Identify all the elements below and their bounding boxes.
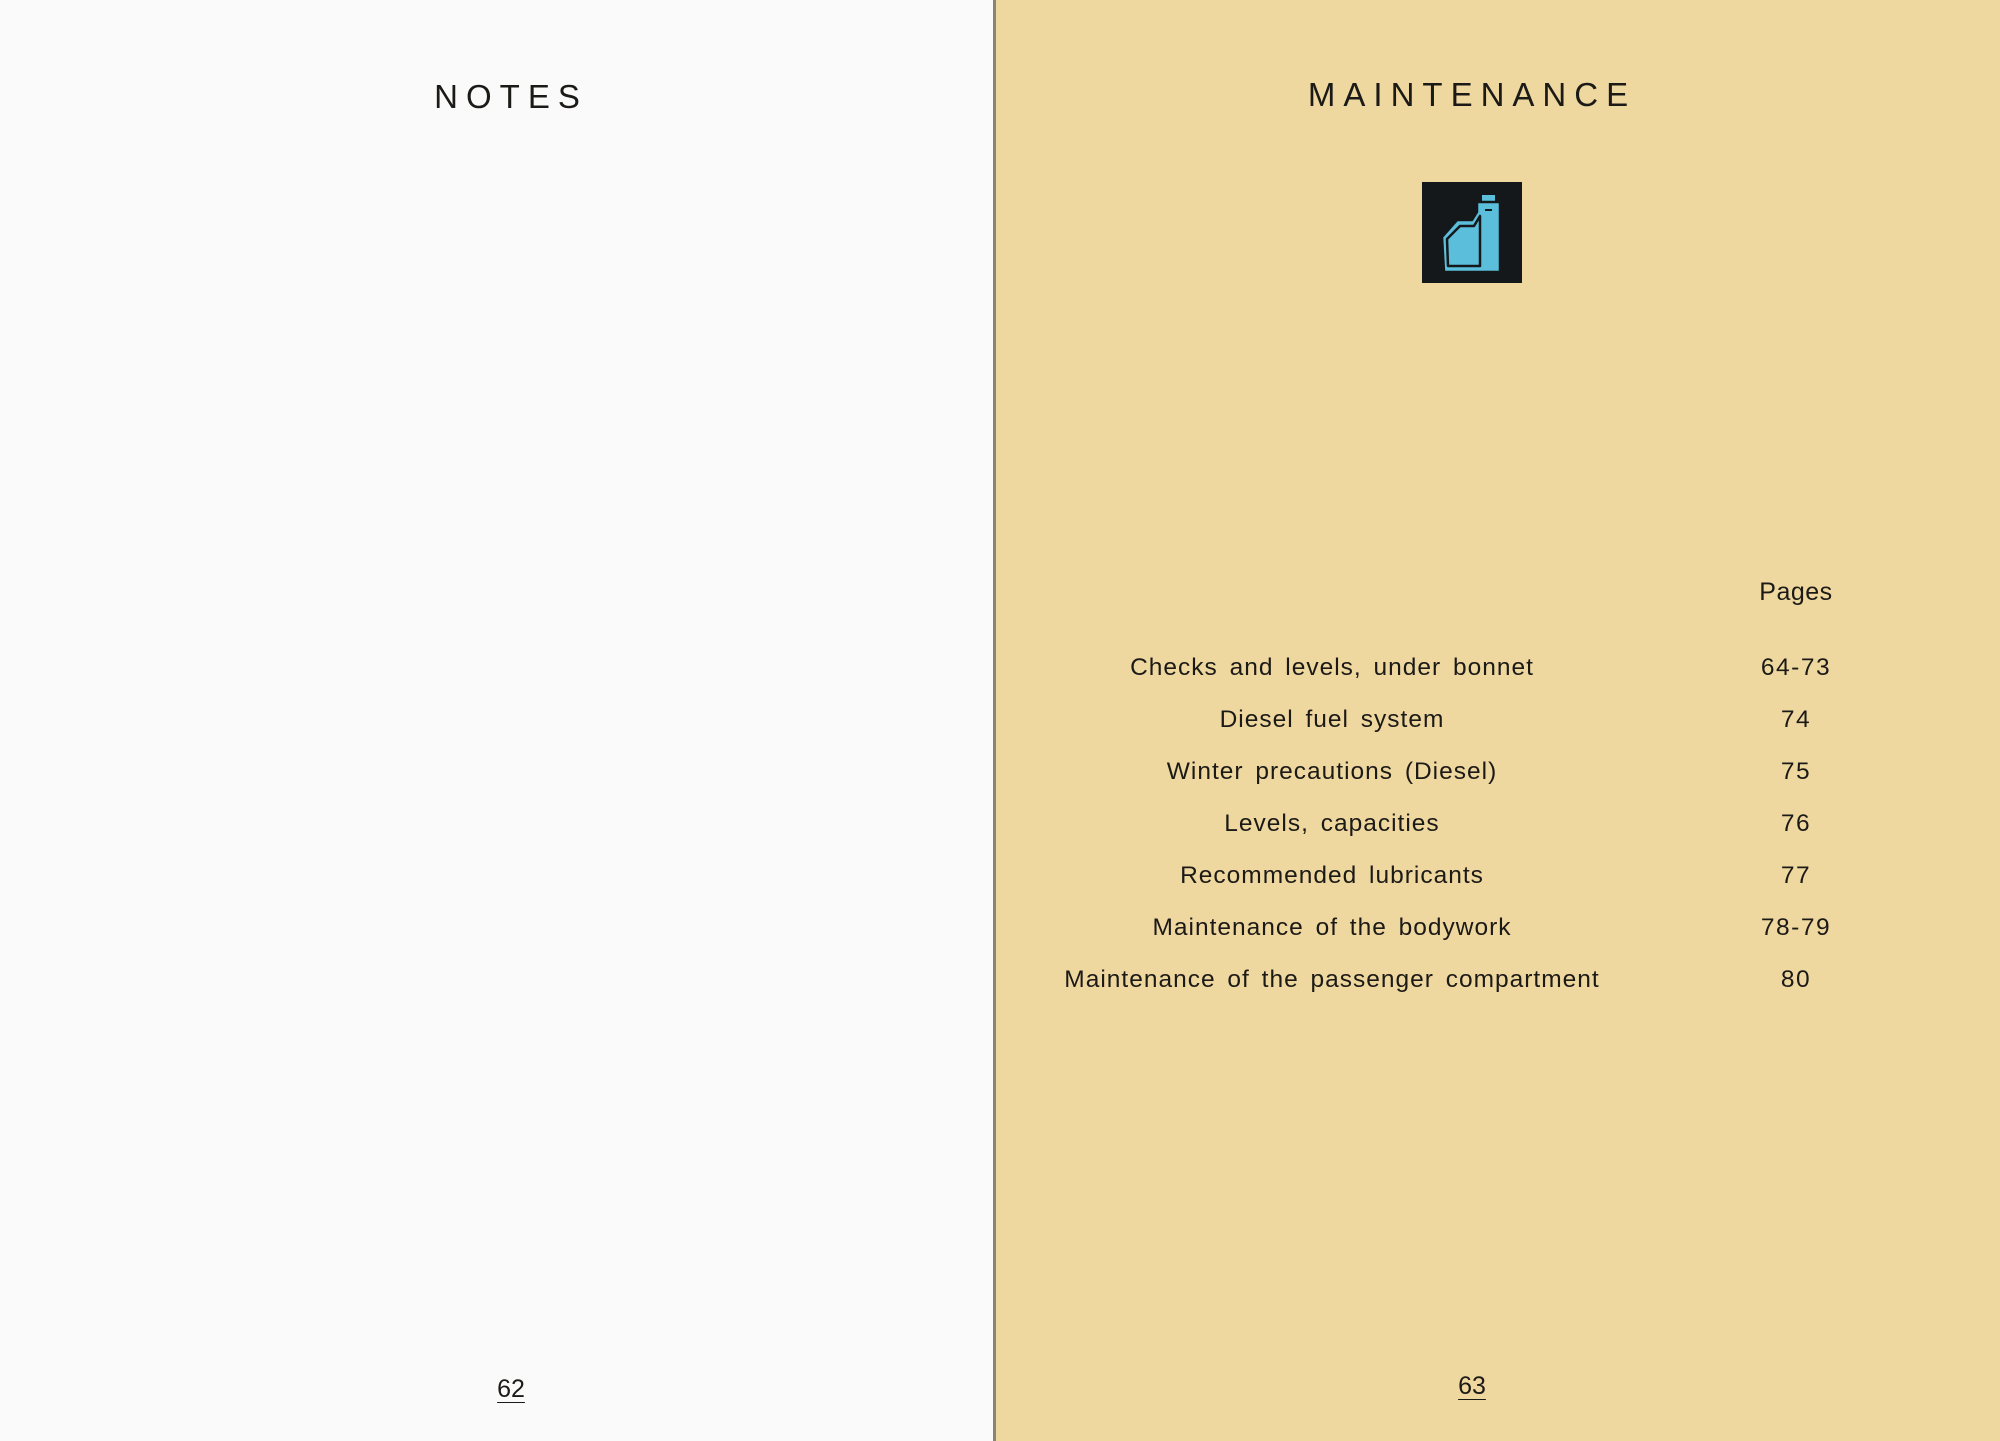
toc-label: Maintenance of the passenger compartment (1064, 966, 1600, 993)
right-page-number: 63 (1458, 1372, 1486, 1400)
left-page-number: 62 (497, 1375, 525, 1403)
toc-page-ref: 75 (1780, 758, 1812, 785)
notes-title: NOTES (434, 78, 588, 115)
pages-column-header: Pages (1759, 578, 1833, 606)
toc-row[interactable] (996, 754, 2000, 806)
table-of-contents (996, 650, 2000, 1014)
toc-label: Levels, capacities (1224, 810, 1440, 837)
toc-row[interactable] (996, 962, 2000, 1014)
toc-label: Checks and levels, under bonnet (1130, 654, 1534, 681)
oil-can-icon (1422, 182, 1522, 283)
toc-label: Recommended lubricants (1180, 862, 1484, 889)
right-page (996, 0, 2000, 1441)
toc-row[interactable] (996, 650, 2000, 702)
toc-page-ref: 77 (1780, 862, 1812, 889)
toc-page-ref: 76 (1780, 810, 1812, 837)
toc-row[interactable] (996, 806, 2000, 858)
toc-page-ref: 78-79 (1760, 914, 1832, 941)
toc-row[interactable] (996, 702, 2000, 754)
toc-page-ref: 80 (1780, 966, 1812, 993)
toc-page-ref: 74 (1780, 706, 1812, 733)
toc-label: Diesel fuel system (1219, 706, 1445, 733)
toc-row[interactable] (996, 858, 2000, 910)
toc-label: Maintenance of the bodywork (1152, 914, 1512, 941)
toc-label: Winter precautions (Diesel) (1166, 758, 1498, 785)
toc-row[interactable] (996, 910, 2000, 962)
left-page (0, 0, 993, 1441)
toc-page-ref: 64-73 (1760, 654, 1832, 681)
maintenance-title: MAINTENANCE (1307, 76, 1637, 113)
